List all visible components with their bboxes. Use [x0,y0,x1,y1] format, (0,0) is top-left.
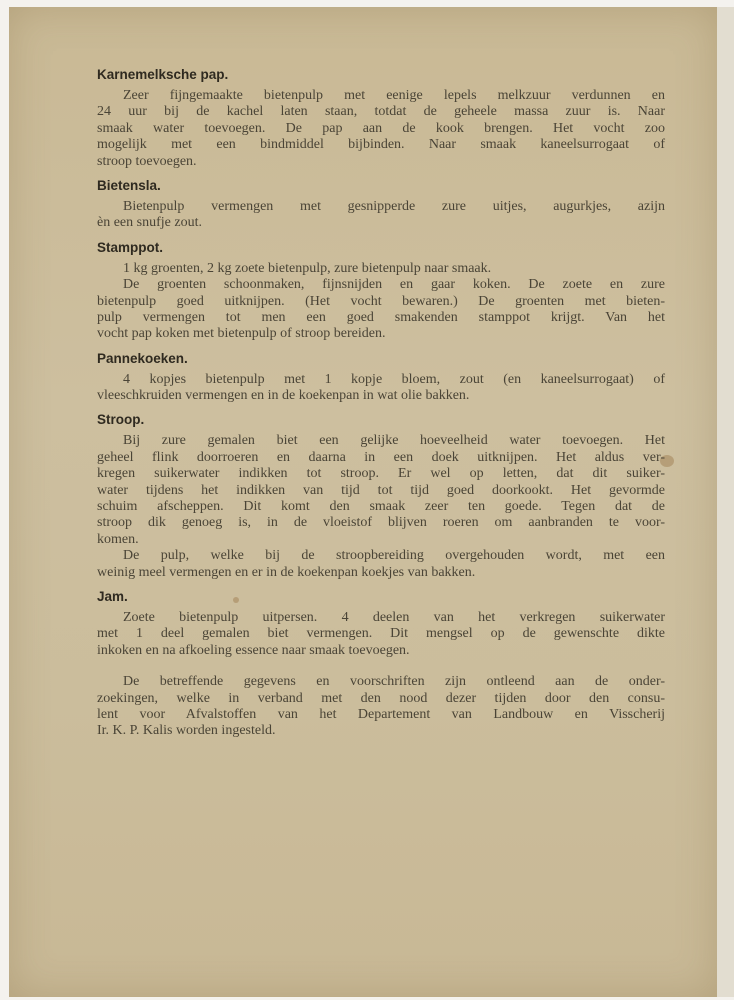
text-line: De betreffende gegevens en voorschriften zijn ontleend aan de onder- [123,674,665,690]
text-line: 4 kopjes bietenpulp met 1 kopje bloem, zout (en kaneelsurrogaat) of [123,371,665,387]
text-line: Bij zure gemalen biet een gelijke hoeveelheid water toevoegen. Het [123,433,665,449]
recipe-heading: Stamppot. [97,239,163,255]
recipe-section [97,177,665,232]
text-line: Zoete bietenpulp uitpersen. 4 deelen van het verkregen suikerwater [123,609,665,625]
text-line: pulp vermengen tot men een goed smakenden stamppot krijgt. Van het [97,309,665,325]
text-line: stroop dik genoeg is, in de vloeistof blijven roeren om aanbranden te voor- [97,515,665,531]
text-line: water tijdens het indikken van tijd tot tijd goed doorkookt. Het gevormde [97,482,665,498]
text-line: smaak water toevoegen. De pap aan de kook brengen. Het vocht zoo [97,120,665,136]
recipe-section [97,411,665,581]
text-line: Zeer fijngemaakte bietenpulp met eenige lepels melkzuur verdunnen en [123,88,665,103]
text-line: schuim afscheppen. Dit komt den smaak zeer ten goede. Tegen dat de [97,499,665,515]
text-line: zoekingen, welke in verband met den nood dezer tijden door den consu- [97,690,665,706]
text-line: kregen suikerwater indikken tot stroop. Er wel op letten, dat dit suiker- [97,466,665,482]
recipe-section [97,239,665,343]
text-line: De groenten schoonmaken, fijnsnijden en gaar koken. De zoete en zure [123,277,665,293]
text-line: met 1 deel gemalen biet vermengen. Dit mengsel op de gewenschte dikte [97,626,665,642]
recipe-document [97,66,665,740]
recipe-heading: Karnemelksche pap. [97,67,229,82]
recipe-section [97,350,665,405]
text-line: Bietenpulp vermengen met gesnipperde zure uitjes, augurkjes, azijn [123,198,665,214]
text-line: Ir. K. P. Kalis worden ingesteld. [97,723,276,739]
recipe-heading: Jam. [97,588,128,604]
text-line: inkoken en na afkoeling essence naar smaak toevoegen. [97,642,410,658]
recipe-section [97,588,665,659]
recipe-heading: Stroop. [97,412,145,428]
text-line: 1 kg groenten, 2 kg zoete bietenpulp, zure bietenpulp naar smaak. [123,260,492,276]
text-line: komen. [97,531,139,547]
text-line: lent voor Afvalstoffen van het Departement van Landbouw en Visscherij [97,706,665,722]
text-line: geheel flink doorroeren en daarna in een doek uitknijpen. Het aldus ver- [97,449,665,465]
text-line: vocht pap koken met bietenpulp of stroop bereiden. [97,326,386,342]
scan-edge [717,7,734,997]
text-line: mogelijk met een bindmiddel bijbinden. Naar smaak kaneelsurrogaat of [97,137,665,153]
text-line: vleeschkruiden vermengen en in de koekenpan in wat olie bakken. [97,388,470,404]
closing-paragraph [97,674,665,740]
recipe-heading: Pannekoeken. [97,350,188,366]
text-line: weinig meel vermengen en er in de koekenpan koekjes van bakken. [97,564,476,580]
text-line: bietenpulp goed uitknijpen. (Het vocht bewaren.) De groenten met bieten- [97,293,665,309]
recipe-sections [97,66,665,659]
text-line: De pulp, welke bij de stroopbereiding overgehouden wordt, met een [123,548,665,564]
text-line: stroop toevoegen. [97,153,197,169]
text-line: 24 uur bij de kachel laten staan, totdat de geheele massa zuur is. Naar [97,104,665,120]
recipe-section [97,66,665,170]
recipe-heading: Bietensla. [97,177,161,193]
text-line: èn een snufje zout. [97,215,202,231]
